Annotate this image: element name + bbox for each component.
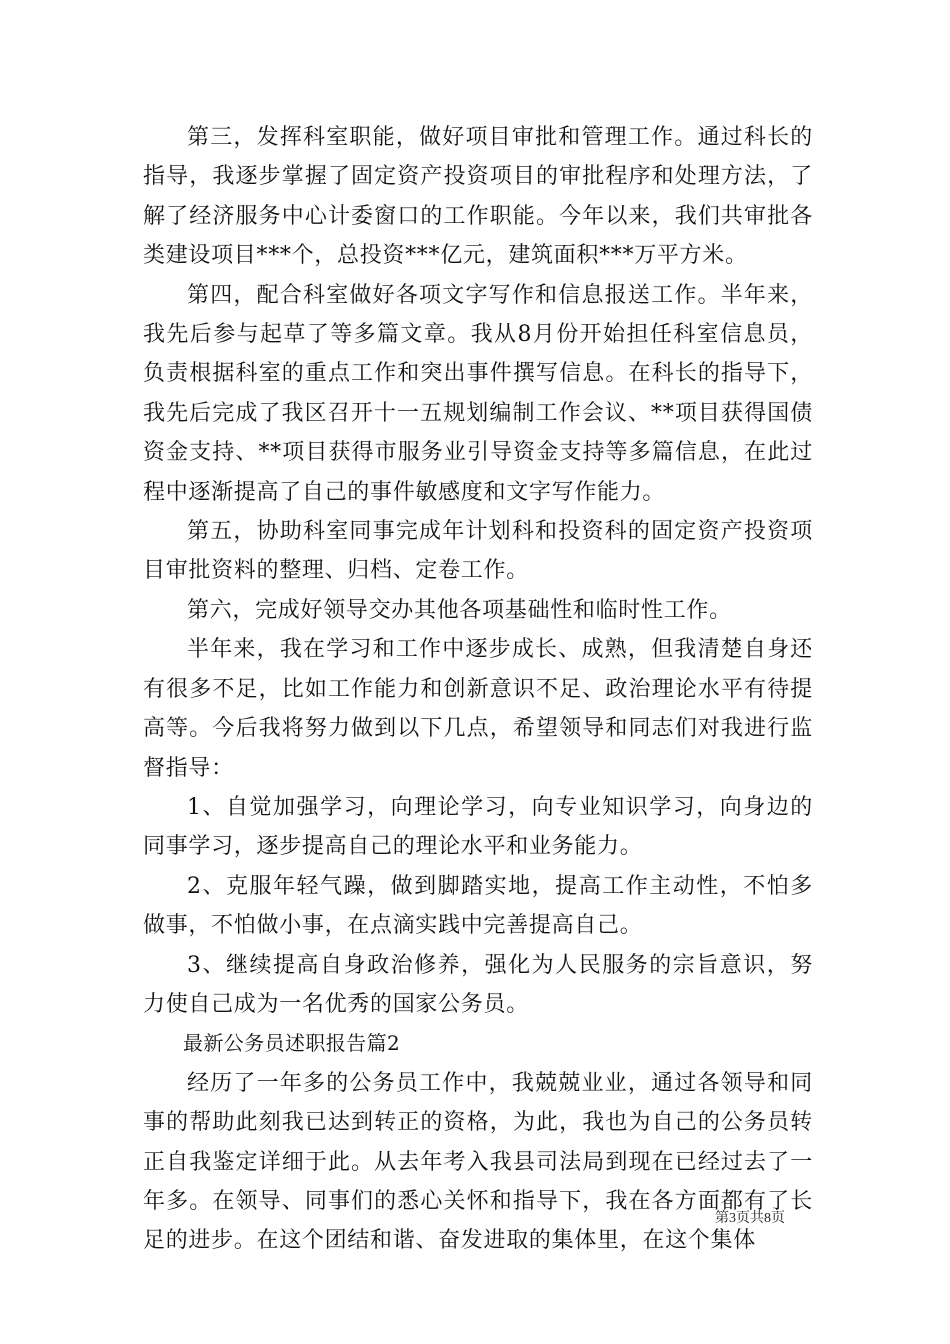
section-heading: 最新公务员述职报告篇2 xyxy=(183,1031,401,1056)
paragraph-fourth-point: 第四，配合科室做好各项文字写作和信息报送工作。半年来，我先后参与起草了等多篇文章。我从8月份开始担任科室信息员，负责根据科室的重点工作和突出事件撰写信息。在科长的指导下，我先后完成了我区召开十一五规划编制工作会议、**项目获得国债资金支持、**项目获得市服务业引导资金支持等多篇信息，在此过程中逐渐提高了自己的事件敏感度和文字写作能力。 xyxy=(143,282,813,505)
paragraph-sixth-point: 第六，完成好领导交办其他各项基础性和临时性工作。 xyxy=(187,597,732,623)
page-number: 第3页共8页 xyxy=(715,1211,785,1226)
paragraph-third-point: 第三，发挥科室职能，做好项目审批和管理工作。通过科长的指导，我逐步掌握了固定资产投资项目的审批程序和处理方法，了解了经济服务中心计委窗口的工作职能。今年以来，我们共审批各类建设项目***个，总投资***亿元，建筑面积***万平方米。 xyxy=(143,125,813,269)
paragraph-goal-1: 1、自觉加强学习，向理论学习，向专业知识学习，向身边的同事学习，逐步提高自己的理论水平和业务能力。 xyxy=(143,794,813,860)
paragraph-self-assessment: 半年来，我在学习和工作中逐步成长、成熟，但我清楚自身还有很多不足，比如工作能力和创新意识不足、政治理论水平有待提高等。今后我将努力做到以下几点，希望领导和同志们对我进行监督指导： xyxy=(143,637,813,781)
page-footer xyxy=(0,1207,950,1227)
paragraph-goal-3: 3、继续提高自身政治修养，强化为人民服务的宗旨意识，努力使自己成为一名优秀的国家公务员。 xyxy=(143,952,813,1017)
paragraph-report-2-intro: 经历了一年多的公务员工作中，我兢兢业业，通过各领导和同事的帮助此刻我已达到转正的资格，为此，我也为自己的公务员转正自我鉴定详细于此。从去年考入我县司法局到现在已经过去了一年多。在领导、同事们的悉心关怀和指导下，我在各方面都有了长足的进步。在这个团结和谐、奋发进取的集体里，在这个集体 xyxy=(143,1070,813,1254)
paragraph-goal-2: 2、克服年轻气躁，做到脚踏实地，提高工作主动性，不怕多做事，不怕做小事，在点滴实践中完善提高自己。 xyxy=(143,873,813,939)
paragraph-fifth-point: 第五，协助科室同事完成年计划科和投资科的固定资产投资项目审批资料的整理、归档、定卷工作。 xyxy=(143,519,813,584)
document-body xyxy=(143,118,813,1261)
